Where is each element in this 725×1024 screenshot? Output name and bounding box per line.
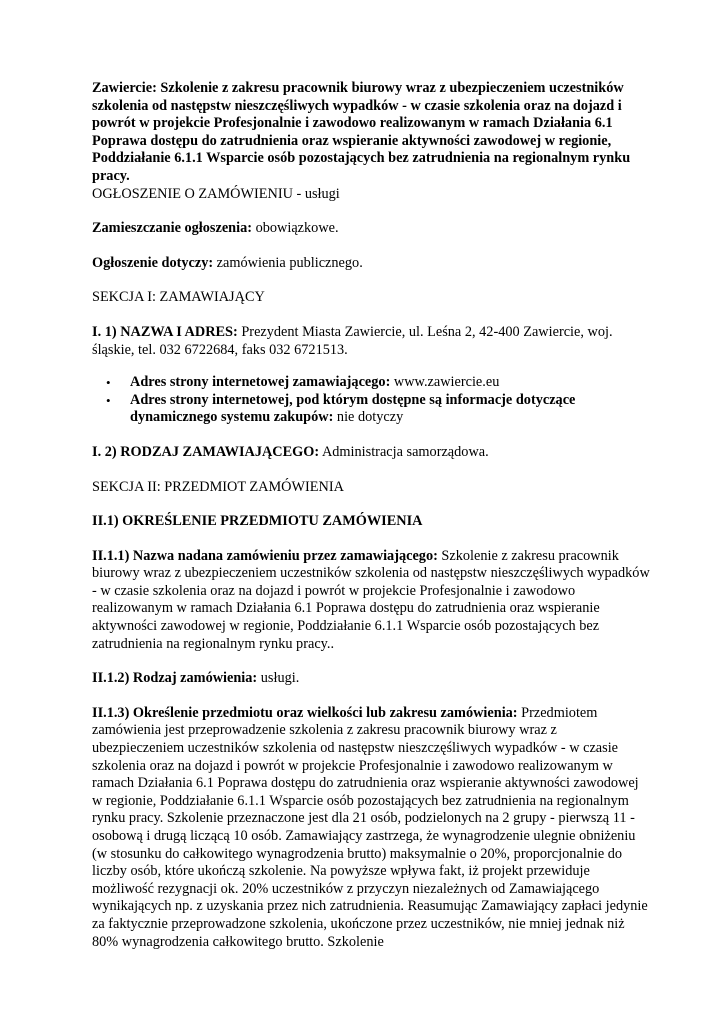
order-scope-value: Przedmiotem zamówienia jest przeprowadzenie szkolenia z zakresu pracownik biurowy wraz z ubezpieczeniem uczestników szkolenia od następstw nieszczęśliwych wypadków - w czasie szkolenia oraz na dojazd i powrót w projekcie Profesjonalnie i zawodowo realizowanym w ramach Działania 6.1 Poprawa dostępu do zatrudnienia oraz wspieranie aktywności zawodowej w regionie, Poddziałanie 6.1.1 Wsparcie osób pozostających bez zatrudnienia na regionalnym rynku pracy. Szkolenie przeznaczone jest dla 21 osób, podzielonych na 2 grupy - pierwszą 11 - osobową i drugą liczącą 10 osób. Zamawiający zastrzega, że wynagrodzenie ulegnie obniżeniu (w stosunku do całkowitego wynagrodzenia brutto) maksymalnie o 20%, proporcjonalnie do liczby osób, które ukończą szkolenie. Na powyższe wpływa fakt, iż projekt przewiduje możliwość rezygnacji ok. 20% uczestników z przyczyn niezależnych od Zamawiającego wynikających np. z uzyskania przez nich zatrudnienia. Reasumując Zamawiający zapłaci jedynie za faktycznie przeprowadzone szkolenia, ukończone przez uczestników, nie mniej jednak niż 80% wynagrodzenia całkowitego brutto. Szkolenie: [92, 704, 648, 950]
order-type-label: II.1.2) Rodzaj zamówienia:: [92, 670, 258, 687]
concerns-label: Ogłoszenie dotyczy:: [92, 254, 214, 271]
contact-list: [92, 374, 652, 427]
buyer-type-value: Administracja samorządowa.: [319, 443, 489, 460]
concerns-field: [92, 255, 652, 273]
bullet-icon: •: [106, 392, 111, 408]
order-name-label: II.1.1) Nazwa nadana zamówieniu przez zamawiającego:: [92, 547, 438, 564]
order-type-field: [92, 670, 652, 688]
document-page: [92, 80, 652, 951]
definition-heading: II.1) OKREŚLENIE PRZEDMIOTU ZAMÓWIENIA: [92, 513, 423, 530]
order-name-field: [92, 548, 652, 654]
concerns-value: zamówienia publicznego.: [213, 254, 363, 271]
order-name-value: Szkolenie z zakresu pracownik biurowy wraz z ubezpieczeniem uczestników szkolenia od następstw nieszczęśliwych wypadków - w czasie szkolenia oraz na dojazd i powrót w projekcie Profesjonalnie i zawodowo realizowanym w ramach Działania 6.1 Poprawa dostępu do zatrudnienia oraz wspieranie aktywności zawodowej w regionie, Poddziałanie 6.1.1 Wsparcie osób pozostających bez zatrudnienia na regionalnym rynku pracy..: [92, 547, 650, 652]
buyer-type-label: I. 2) RODZAJ ZAMAWIAJĄCEGO:: [92, 443, 320, 460]
name-address-field: [92, 324, 652, 359]
name-address-label: I. 1) NAZWA I ADRES:: [92, 323, 238, 340]
publication-field: [92, 220, 652, 238]
list-item-website: [106, 374, 652, 392]
name-address-value: Prezydent Miasta Zawiercie, ul. Leśna 2, 42-400 Zawiercie, woj. śląskie, tel. 032 6722684, faks 032 6721513.: [92, 323, 613, 358]
buyer-type-field: [92, 444, 652, 462]
order-scope-field: [92, 705, 652, 951]
order-type-value: usługi.: [257, 670, 300, 687]
publication-value: obowiązkowe.: [252, 220, 339, 237]
dynamic-system-value: nie dotyczy: [333, 409, 404, 426]
website-value: www.zawiercie.eu: [390, 374, 500, 391]
notice-type: OGŁOSZENIE O ZAMÓWIENIU - usługi: [92, 185, 340, 202]
order-scope-label: II.1.3) Określenie przedmiotu oraz wielkości lub zakresu zamówienia:: [92, 704, 518, 721]
bullet-icon: •: [106, 375, 111, 391]
dynamic-system-label: Adres strony internetowej, pod którym dostępne są informacje dotyczące dynamicznego systemu zakupów:: [130, 391, 576, 426]
document-title: Zawiercie: Szkolenie z zakresu pracownik biurowy wraz z ubezpieczeniem uczestników szkolenia od następstw nieszczęśliwych wypadków - w czasie szkolenia oraz na dojazd i powrót w projekcie Profesjonalnie i zawodowo realizowanym w ramach Działania 6.1 Poprawa dostępu do zatrudnienia oraz wspieranie aktywności zawodowej w regionie, Poddziałanie 6.1.1 Wsparcie osób pozostających bez zatrudnienia na regionalnym rynku pracy.: [92, 80, 631, 184]
section-2-heading: SEKCJA II: PRZEDMIOT ZAMÓWIENIA: [92, 478, 344, 495]
website-label: Adres strony internetowej zamawiającego:: [130, 374, 391, 391]
section-1-heading: SEKCJA I: ZAMAWIAJĄCY: [92, 289, 265, 306]
publication-label: Zamieszczanie ogłoszenia:: [92, 220, 253, 237]
list-item-dynamic-system: [106, 391, 652, 427]
